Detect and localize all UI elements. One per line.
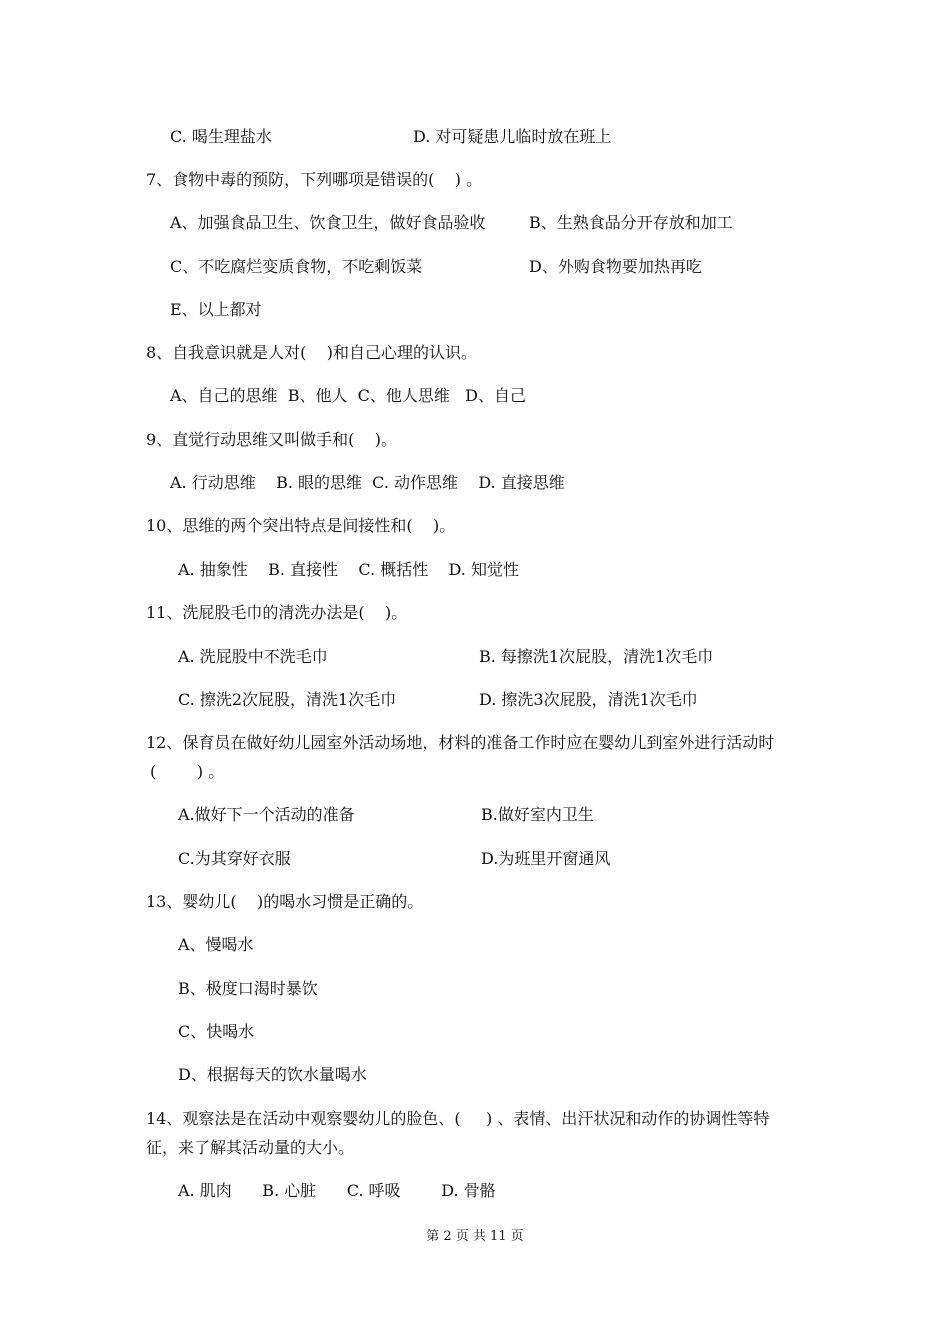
q8-options: A、自己的思维 B、他人 C、他人思维 D、自己 (170, 386, 526, 405)
q7-option-e: E、以上都对 (170, 300, 262, 319)
q7-stem: 7、食物中毒的预防，下列哪项是错误的( ) 。 (146, 170, 483, 189)
q13-option-b: B、极度口渴时暴饮 (178, 979, 318, 998)
q13-option-a: A、慢喝水 (178, 935, 254, 954)
q6-option-c: C. 喝生理盐水 (170, 127, 272, 146)
q14-stem-line2: 征，来了解其活动量的大小。 (146, 1138, 355, 1157)
q11-option-d: D. 擦洗3次屁股，清洗1次毛巾 (479, 690, 698, 709)
q13-stem: 13、婴幼儿( )的喝水习惯是正确的。 (146, 892, 424, 911)
q13-option-d: D、根据每天的饮水量喝水 (178, 1065, 367, 1084)
q13-option-c: C、快喝水 (178, 1022, 255, 1041)
q8-stem: 8、自我意识就是人对( )和自己心理的认识。 (146, 343, 478, 362)
q14-options: A. 肌肉 B. 心脏 C. 呼吸 D. 骨骼 (178, 1181, 496, 1200)
q10-stem: 10、思维的两个突出特点是间接性和( )。 (146, 516, 456, 535)
q12-option-d: D.为班里开窗通风 (481, 849, 611, 868)
q6-option-d: D. 对可疑患儿临时放在班上 (413, 127, 612, 146)
q12-option-a: A.做好下一个活动的准备 (178, 805, 355, 824)
q12-stem-line1: 12、保育员在做好幼儿园室外活动场地，材料的准备工作时应在婴幼儿到室外进行活动时 (146, 733, 775, 752)
q9-options: A. 行动思维 B. 眼的思维 C. 动作思维 D. 直接思维 (170, 473, 565, 492)
q12-option-c: C.为其穿好衣服 (178, 849, 291, 868)
q9-stem: 9、直觉行动思维又叫做手和( )。 (146, 430, 398, 449)
q11-option-a: A. 洗屁股中不洗毛巾 (178, 647, 328, 666)
q7-option-d: D、外购食物要加热再吃 (529, 257, 702, 276)
q7-option-c: C、不吃腐烂变质食物，不吃剩饭菜 (170, 257, 423, 276)
q12-stem-line2: ( ) 。 (150, 762, 225, 781)
q12-option-b: B.做好室内卫生 (481, 805, 594, 824)
q10-options: A. 抽象性 B. 直接性 C. 概括性 D. 知觉性 (178, 560, 519, 579)
q7-option-a: A、加强食品卫生、饮食卫生，做好食品验收 (170, 213, 486, 232)
page-footer: 第 2 页 共 11 页 (426, 1229, 524, 1244)
q11-option-c: C. 擦洗2次屁股，清洗1次毛巾 (178, 690, 397, 709)
q14-stem-line1: 14、观察法是在活动中观察婴幼儿的脸色、( ) 、表情、出汗状况和动作的协调性等特 (146, 1109, 770, 1128)
q11-option-b: B. 每擦洗1次屁股，清洗1次毛巾 (479, 647, 714, 666)
q11-stem: 11、洗屁股毛巾的清洗办法是( )。 (146, 603, 408, 622)
q7-option-b: B、生熟食品分开存放和加工 (529, 213, 733, 232)
